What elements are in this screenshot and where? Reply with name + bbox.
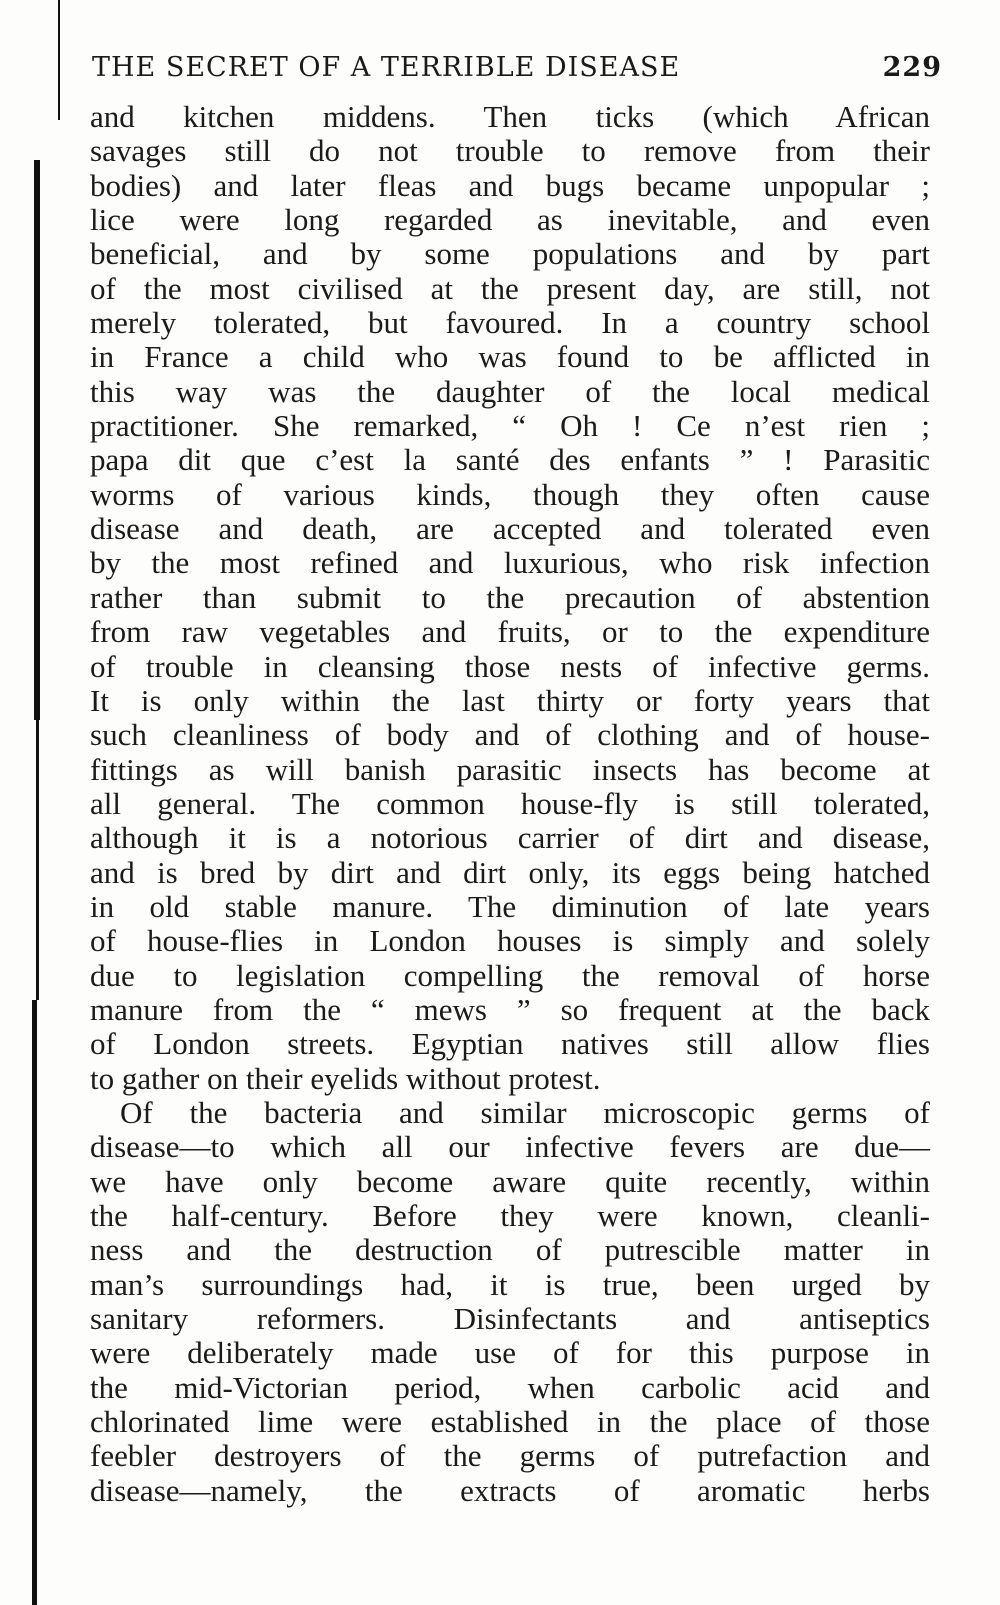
text-line: in France a child who was found to be afflicted in bbox=[90, 339, 930, 375]
text-line: such cleanliness of body and of clothing and of house- bbox=[90, 717, 930, 753]
text-line: manure from the “ mews ” so frequent at the back bbox=[90, 991, 930, 1027]
text-line: beneficial, and by some populations and by part bbox=[90, 236, 930, 272]
text-line: we have only become aware quite recently, within bbox=[90, 1163, 930, 1199]
text-line: from raw vegetables and fruits, or to the expenditure bbox=[90, 614, 930, 650]
text-line: worms of various kinds, though they often cause bbox=[90, 476, 930, 512]
text-line: It is only within the last thirty or forty years that bbox=[90, 682, 930, 718]
text-line: sanitary reformers. Disinfectants and antiseptics bbox=[90, 1301, 930, 1337]
text-line: the half-century. Before they were known, cleanli- bbox=[90, 1198, 930, 1233]
text-line: and kitchen middens. Then ticks (which African bbox=[90, 99, 930, 134]
text-line: in old stable manure. The diminution of late years bbox=[90, 888, 930, 924]
text-line: the mid-Victorian period, when carbolic acid and bbox=[90, 1369, 930, 1405]
text-line: this way was the daughter of the local medical bbox=[90, 373, 930, 409]
text-line: chlorinated lime were established in the place of those bbox=[90, 1404, 930, 1440]
text-line: Of the bacteria and similar microscopic germs of bbox=[120, 1094, 930, 1130]
text-line: disease—namely, the extracts of aromatic herbs bbox=[90, 1472, 930, 1508]
text-line: of trouble in cleansing those nests of infective germs. bbox=[90, 648, 930, 684]
text-line: man’s surroundings had, it is true, been urged by bbox=[90, 1266, 930, 1302]
text-line: fittings as will banish parasitic insects has become at bbox=[90, 751, 930, 787]
text-line: practitioner. She remarked, “ Oh ! Ce n’est rien ; bbox=[90, 408, 930, 444]
binding-rule bbox=[36, 720, 39, 1000]
paragraph bbox=[90, 1096, 930, 1508]
text-line: were deliberately made use of for this purpose in bbox=[90, 1335, 930, 1371]
text-line: of the most civilised at the present day, are still, not bbox=[90, 270, 930, 306]
text-line: all general. The common house-fly is still tolerated, bbox=[90, 785, 930, 821]
text-line: although it is a notorious carrier of dirt and disease, bbox=[90, 820, 930, 856]
text-line: disease—to which all our infective fevers are due— bbox=[90, 1129, 930, 1165]
running-title: THE SECRET OF A TERRIBLE DISEASE bbox=[92, 52, 681, 83]
text-line: bodies) and later fleas and bugs became unpopular ; bbox=[90, 167, 930, 203]
text-line: feebler destroyers of the germs of putrefaction and bbox=[90, 1438, 930, 1474]
binding-rule bbox=[34, 160, 40, 720]
text-line: lice were long regarded as inevitable, and even bbox=[90, 202, 930, 238]
binding-edge bbox=[0, 0, 60, 1605]
text-line: savages still do not trouble to remove from their bbox=[90, 133, 930, 169]
binding-rule bbox=[58, 0, 60, 120]
text-line: merely tolerated, but favoured. In a country school bbox=[90, 305, 930, 341]
text-line: papa dit que c’est la santé des enfants ” ! Parasitic bbox=[90, 442, 930, 478]
text-line: of house-flies in London houses is simply and solely bbox=[90, 923, 930, 959]
binding-rule bbox=[32, 1000, 37, 1605]
text-line: by the most refined and luxurious, who risk infection bbox=[90, 545, 930, 581]
running-header bbox=[92, 52, 942, 92]
text-line: due to legislation compelling the removal of horse bbox=[90, 957, 930, 993]
text-line: rather than submit to the precaution of abstention bbox=[90, 579, 930, 615]
text-line: disease and death, are accepted and tolerated even bbox=[90, 511, 930, 547]
text-line: to gather on their eyelids without protest. bbox=[90, 1060, 601, 1096]
text-line: ness and the destruction of putrescible matter in bbox=[90, 1232, 930, 1268]
body-text bbox=[90, 100, 930, 1508]
text-line: and is bred by dirt and dirt only, its eggs being hatched bbox=[90, 854, 930, 890]
page-number: 229 bbox=[882, 52, 942, 83]
text-line: of London streets. Egyptian natives still allow flies bbox=[90, 1026, 930, 1062]
paragraph bbox=[90, 100, 930, 1096]
